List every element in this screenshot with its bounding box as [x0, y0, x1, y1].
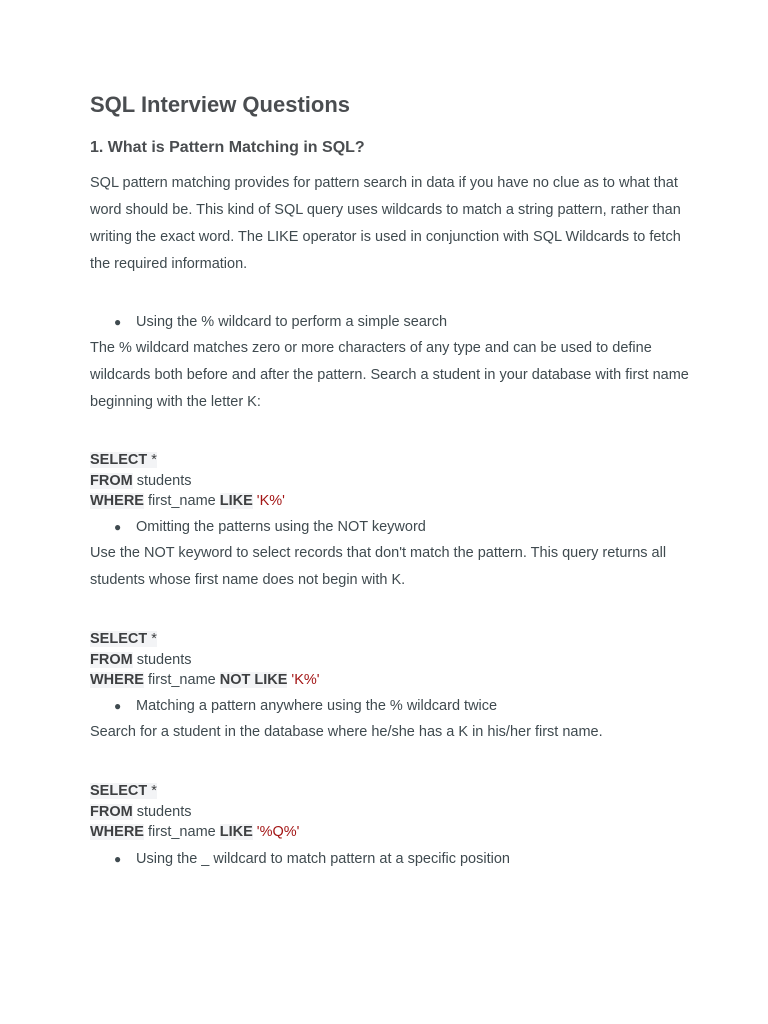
code-line-select: [90, 450, 285, 471]
code-text: students: [132, 472, 192, 489]
code-text: students: [132, 651, 192, 668]
section-description: Search for a student in the database where he/she has a K in his/her first name.: [90, 724, 603, 740]
code-line-select: [90, 629, 320, 650]
bullet-dot-icon: ●: [114, 520, 122, 534]
code-line-select: [90, 781, 299, 802]
section-description: Use the NOT keyword to select records that don't match the pattern. This query returns all students whose first name does not begin with K.: [90, 545, 667, 588]
intro-paragraph: SQL pattern matching provides for pattern search in data if you have no clue as to what that word should be. This kind of SQL query uses wildcards to match a string pattern, rather than writing the exact word. The LIKE operator is used in conjunction with SQL Wildcards to fetch the required information.: [90, 175, 681, 272]
sql-operator: LIKE: [219, 824, 253, 840]
string-literal: '%Q%': [252, 824, 300, 840]
sql-keyword: WHERE: [90, 672, 144, 688]
sql-keyword: WHERE: [90, 493, 144, 509]
code-line-from: [90, 650, 320, 671]
string-literal: 'K%': [287, 672, 320, 688]
code-text: students: [132, 803, 192, 820]
code-text: *: [147, 631, 157, 647]
question-heading: 1. What is Pattern Matching in SQL?: [90, 139, 365, 156]
bullet-dot-icon: ●: [114, 852, 122, 866]
sql-operator: NOT LIKE: [219, 672, 288, 688]
sql-keyword: FROM: [90, 651, 133, 668]
code-line-from: [90, 471, 285, 492]
bullet-dot-icon: ●: [114, 699, 122, 713]
sql-keyword: SELECT: [90, 452, 148, 468]
code-text: first_name: [143, 672, 220, 688]
code-text: *: [147, 783, 157, 799]
list-item: [114, 849, 510, 869]
bullet-text: Using the _ wildcard to match pattern at a specific position: [136, 851, 510, 867]
code-line-where: [90, 670, 320, 691]
code-line-where: [90, 822, 299, 843]
string-literal: 'K%': [252, 493, 285, 509]
list-item: [114, 312, 447, 332]
code-block: [90, 629, 320, 691]
sql-keyword: WHERE: [90, 824, 144, 840]
bullet-dot-icon: ●: [114, 315, 122, 329]
sql-keyword: FROM: [90, 472, 133, 489]
sql-keyword: SELECT: [90, 631, 148, 647]
document-title: SQL Interview Questions: [90, 92, 350, 117]
code-block: [90, 781, 299, 843]
sql-keyword: SELECT: [90, 783, 148, 799]
code-text: first_name: [143, 493, 220, 509]
list-item: [114, 696, 497, 716]
sql-keyword: FROM: [90, 803, 133, 820]
code-block: [90, 450, 285, 512]
code-text: first_name: [143, 824, 220, 840]
list-item: [114, 517, 426, 537]
code-line-from: [90, 802, 299, 823]
code-line-where: [90, 491, 285, 512]
code-text: *: [147, 452, 157, 468]
bullet-text: Omitting the patterns using the NOT keyword: [136, 519, 426, 535]
sql-operator: LIKE: [219, 493, 253, 509]
bullet-text: Matching a pattern anywhere using the % wildcard twice: [136, 698, 498, 714]
section-description: The % wildcard matches zero or more characters of any type and can be used to define wildcards both before and after the pattern. Search a student in your database with first name beginning with the letter K:: [90, 340, 689, 410]
bullet-text: Using the % wildcard to perform a simple search: [136, 314, 448, 330]
